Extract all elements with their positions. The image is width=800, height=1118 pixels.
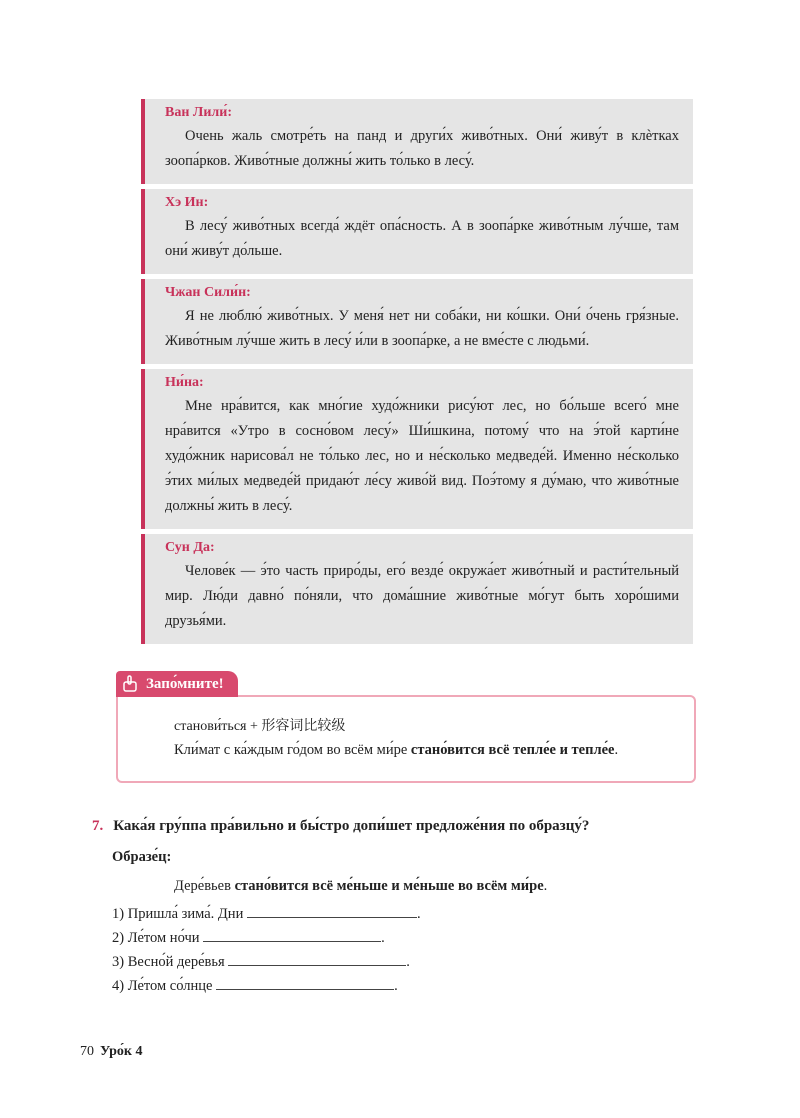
sample-label: Образе́ц: (112, 849, 172, 865)
exercise-text: Кака́я гру́ппа пра́вильно и бы́стро допи́шет предложе́ния по образцу́? (113, 818, 590, 834)
exercise-7 (92, 818, 712, 998)
answer-blank[interactable] (203, 927, 381, 942)
lesson-label: Уро́к 4 (100, 1044, 143, 1059)
dialog-block-1 (141, 99, 693, 184)
dialog-block-5 (141, 534, 693, 644)
speaker-name: Хэ Ин: (165, 195, 209, 210)
exercise-number: 7. (92, 818, 104, 834)
speaker-text: Я не люблю́ живо́тных. У меня́ нет ни соба́ки, ни ко́шки. Они́ о́чень гря́зные. Живо́тным лу́чше жить в лесу́ и́ли в зоопа́рке, а не вме́сте с людьми́. (165, 308, 679, 349)
item-text: Весно́й дере́вья (127, 954, 225, 970)
example-end: . (614, 742, 619, 758)
speaker-name: Ван Лили́: (165, 105, 232, 120)
speaker-name: Ни́на: (165, 375, 204, 390)
page-number: 70 (80, 1044, 94, 1059)
exercise-item: 4) Ле́том со́лнце . (112, 974, 712, 998)
item-text: Пришла́ зима́. Дни (127, 906, 244, 922)
page-footer (80, 1044, 142, 1060)
exercise-item: 2) Ле́том но́чи . (112, 926, 712, 950)
exercise-item: 3) Весно́й дере́вья . (112, 950, 712, 974)
dialog-block-4 (141, 369, 693, 529)
item-text: Ле́том со́лнце (127, 978, 213, 994)
sample-end: . (543, 878, 548, 894)
exercise-items (112, 902, 712, 998)
speaker-text: В лесу́ живо́тных всегда́ ждёт опа́сность. А в зоопа́рке живо́тным лу́чше, там они́ живу́т до́льше. (165, 218, 679, 259)
exercise-question (92, 818, 712, 835)
speaker-text: Очень жаль смотре́ть на панд и други́х живо́тных. Они́ живу́т в клѐтках зоопа́рков. Живо́тные должны́ жить то́лько в лесу́. (165, 128, 679, 169)
dialog-block-3 (141, 279, 693, 364)
answer-blank[interactable] (216, 975, 394, 990)
item-number: 2) (112, 930, 125, 946)
example-plain: Кли́мат с ка́ждым го́дом во всём ми́ре (174, 742, 411, 758)
speaker-text: Челове́к — э́то часть приро́ды, его́ везде́ окружа́ет живо́тный и расти́тельный мир. Лю́ди давно́ по́няли, что дома́шние живо́тные мо́гут быть хоро́шими друзья́ми. (165, 563, 679, 629)
pointing-hand-icon (122, 675, 140, 693)
speaker-name: Сун Да: (165, 540, 215, 555)
speaker-name: Чжан Сили́н: (165, 285, 251, 300)
remember-tab (116, 671, 238, 697)
example-bold: стано́вится всё тепле́е и тепле́е (410, 742, 615, 758)
remember-title: Запо́мните! (146, 676, 224, 692)
item-text: Ле́том но́чи (127, 930, 200, 946)
exercise-item: 1) Пришла́ зима́. Дни . (112, 902, 712, 926)
sample-plain: Дере́вьев (174, 878, 235, 894)
item-number: 3) (112, 954, 125, 970)
answer-blank[interactable] (228, 951, 406, 966)
sample-sentence (174, 878, 712, 895)
speaker-text: Мне нра́вится, как мно́гие худо́жники рису́ют лес, но бо́льше всего́ мне нра́вится «Утро в сосно́вом лесу́» Ши́шкина, потому́ что на э́той карти́не худо́жник нарисова́л не то́лько лес, но и не́сколько медведе́й. Именно не́сколько э́тих ми́лых медведе́й придаю́т ле́су живо́й вид. Поэ́тому я ду́маю, что живо́тные должны́ жить в лесу́. (165, 398, 679, 514)
answer-blank[interactable] (247, 903, 417, 918)
dialog-section (141, 99, 693, 649)
dialog-block-2 (141, 189, 693, 274)
grammar-rule: станови́ться + 形容词比较级 (174, 719, 346, 734)
item-number: 1) (112, 906, 125, 922)
sample-bold: стано́вится всё ме́ньше и ме́ньше во всём ми́ре (234, 878, 544, 894)
grammar-example (174, 742, 618, 759)
remember-frame (116, 695, 696, 783)
remember-box (116, 671, 694, 781)
item-number: 4) (112, 978, 125, 994)
